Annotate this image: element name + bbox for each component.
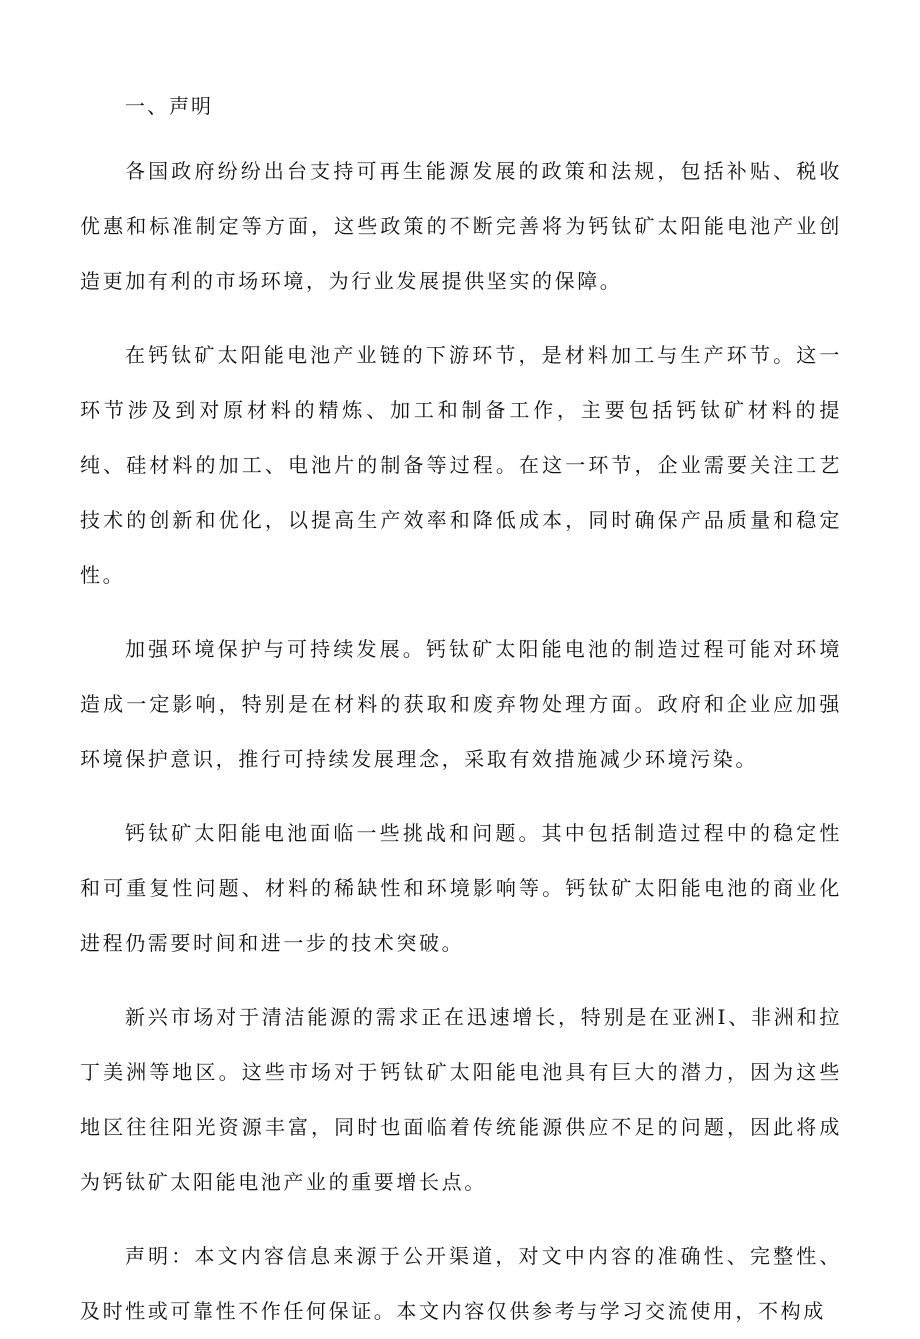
paragraph-emerging-markets: 新兴市场对于清洁能源的需求正在迅速增长，特别是在亚洲I、非洲和拉丁美洲等地区。这些市场对于钙钛矿太阳能电池具有巨大的潜力，因为这些地区往往阳光资源丰富，同时也面临着传统能源供应不足的问题，因此将成为钙钛矿太阳能电池产业的重要增长点。 (80, 1005, 842, 1194)
paragraph-policy-support: 各国政府纷纷出台支持可再生能源发展的政策和法规，包括补贴、税收优惠和标准制定等方面，这些政策的不断完善将为钙钛矿太阳能电池产业创造更加有利的市场环境，为行业发展提供坚实的保障。 (80, 159, 842, 293)
paragraph-environmental-protection: 加强环境保护与可持续发展。钙钛矿太阳能电池的制造过程可能对环境造成一定影响，特别是在材料的获取和废弃物处理方面。政府和企业应加强环境保护意识，推行可持续发展理念，采取有效措施减少环境污染。 (80, 637, 842, 771)
section-heading: 一、声明 (125, 94, 213, 118)
paragraph-challenges: 钙钛矿太阳能电池面临一些挑战和问题。其中包括制造过程中的稳定性和可重复性问题、材料的稀缺性和环境影响等。钙钛矿太阳能电池的商业化进程仍需要时间和进一步的技术突破。 (80, 821, 842, 955)
paragraph-downstream-chain: 在钙钛矿太阳能电池产业链的下游环节，是材料加工与生产环节。这一环节涉及到对原材料的精炼、加工和制备工作，主要包括钙钛矿材料的提纯、硅材料的加工、电池片的制备等过程。在这一环节，企业需要关注工艺技术的创新和优化，以提高生产效率和降低成本，同时确保产品质量和稳定性。 (80, 343, 842, 587)
paragraph-disclaimer: 声明：本文内容信息来源于公开渠道，对文中内容的准确性、完整性、及时性或可靠性不作任何保证。本文内容仅供参考与学习交流使用，不构成 (80, 1244, 842, 1323)
